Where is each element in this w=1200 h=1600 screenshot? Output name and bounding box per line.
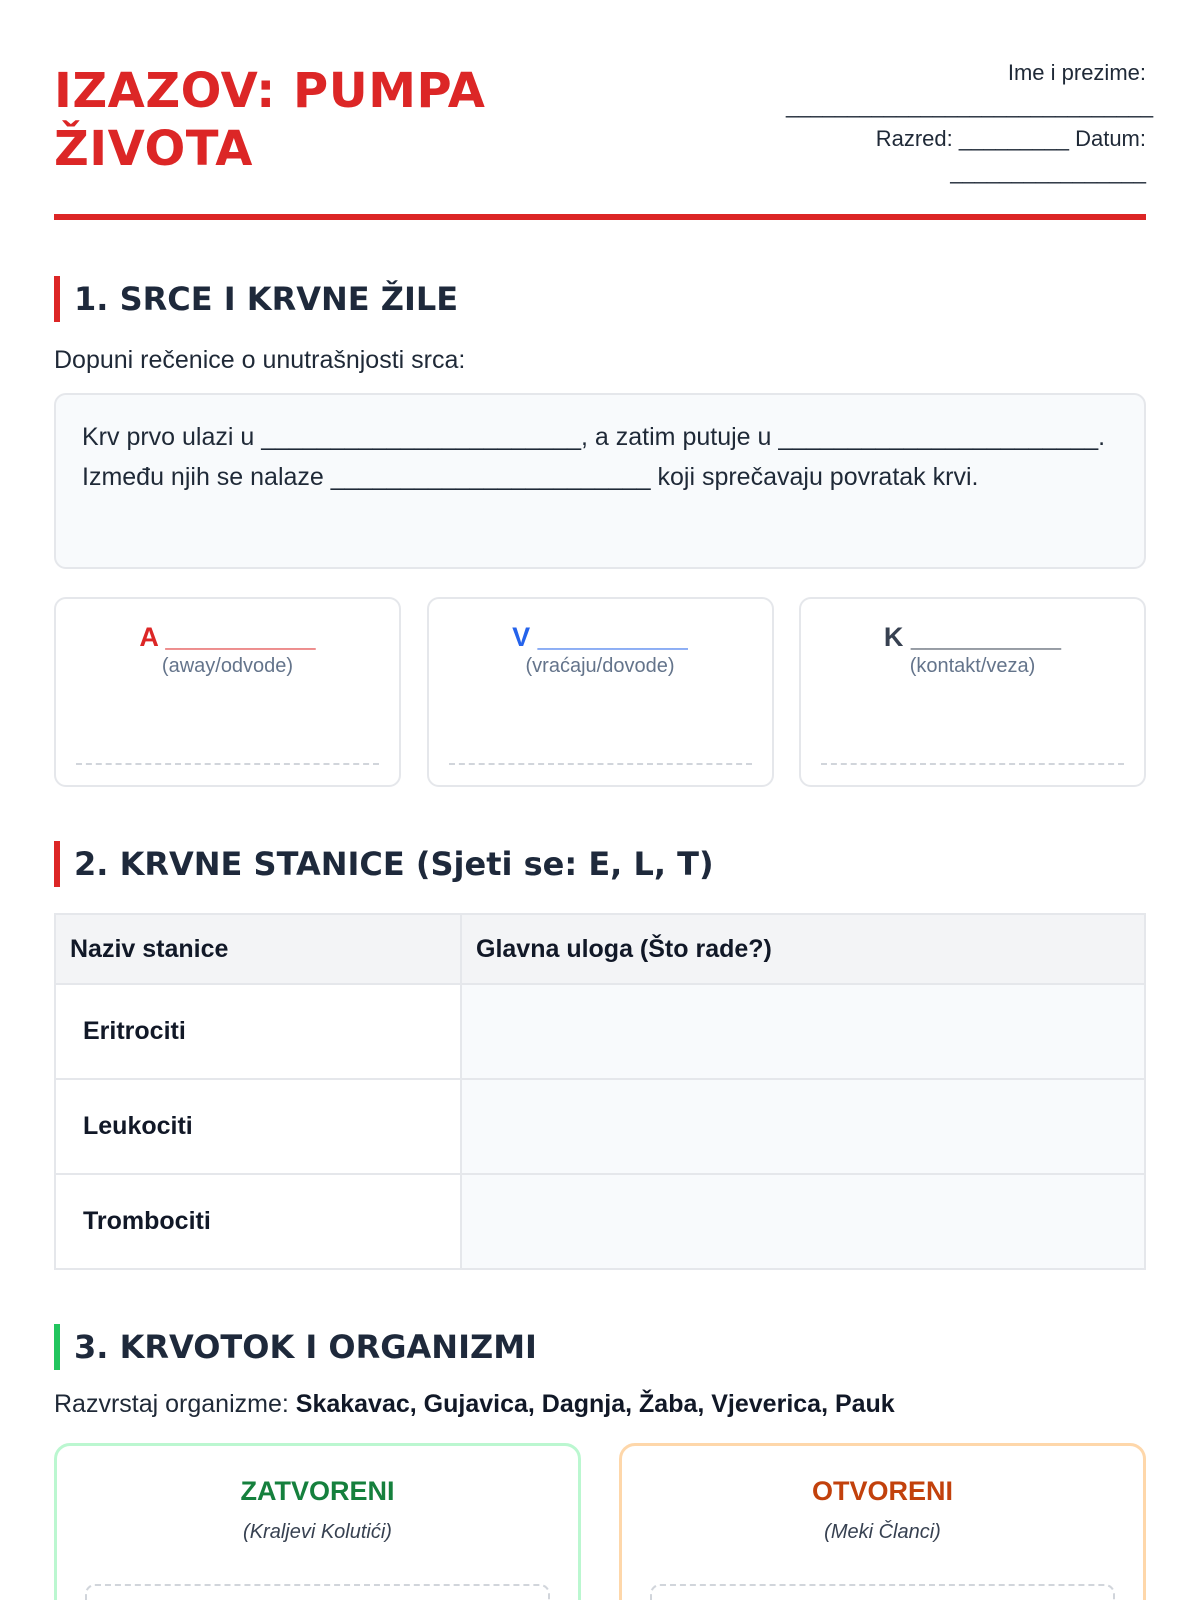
card-arteries-head: A __________	[139, 622, 316, 652]
circulation-groups	[54, 1443, 1146, 1600]
name-blank[interactable]: ______________________________	[786, 93, 1154, 118]
group-closed-hint: (Kraljevi Kolutići)	[243, 1521, 392, 1543]
card-veins-hint: (vraćaju/dovode)	[525, 655, 675, 677]
card-veins[interactable]	[427, 597, 774, 787]
cell-name: Trombociti	[55, 1174, 461, 1269]
class-date-line[interactable]: Razred: _________ Datum:	[875, 126, 1146, 151]
drop-area[interactable]	[85, 1584, 550, 1600]
answer-line[interactable]	[821, 763, 1124, 765]
name-label: Ime i prezime:	[1007, 60, 1146, 85]
section-accent-bar	[54, 1324, 60, 1370]
classify-instruction	[54, 1390, 1146, 1419]
role-answer-cell[interactable]	[461, 984, 1145, 1079]
fill-in-sentence-box[interactable]: Krv prvo ulazi u _______________________, a zatim putuje u _______________________. Između njih se nalaze _______________________ koji sprečavaju povratak krvi.	[54, 393, 1146, 569]
section-1-instruction: Dopuni rečenice o unutrašnjosti srca:	[54, 346, 466, 374]
section-3-heading	[54, 1324, 1146, 1370]
header-divider	[54, 214, 1146, 220]
section-3-title: 3. KRVOTOK I ORGANIZMI	[74, 1328, 537, 1366]
answer-line[interactable]	[76, 763, 379, 765]
column-header-role: Glavna uloga (Što rade?)	[461, 914, 1145, 984]
table-row	[55, 1079, 1145, 1174]
date-blank[interactable]: ________________	[950, 159, 1146, 184]
group-open[interactable]	[619, 1443, 1146, 1600]
card-veins-head: V __________	[512, 622, 688, 652]
worksheet-header	[54, 54, 1154, 214]
title-line-2: ŽIVOTA	[54, 121, 253, 177]
group-closed[interactable]	[54, 1443, 581, 1600]
role-answer-cell[interactable]	[461, 1174, 1145, 1269]
card-capillaries-hint: (kontakt/veza)	[909, 655, 1036, 677]
table-row	[55, 1174, 1145, 1269]
group-open-hint: (Meki Članci)	[824, 1521, 941, 1543]
table-row	[55, 984, 1145, 1079]
section-1-heading	[54, 276, 1146, 322]
group-open-title: OTVORENI	[811, 1476, 953, 1506]
section-1-title: 1. SRCE I KRVNE ŽILE	[74, 280, 459, 318]
table-header-row	[55, 914, 1145, 984]
section-2-title: 2. KRVNE STANICE (Sjeti se: E, L, T)	[74, 845, 714, 883]
group-closed-title: ZATVORENI	[240, 1476, 395, 1506]
vessel-cards	[54, 597, 1146, 787]
student-info	[786, 56, 1154, 188]
section-accent-bar	[54, 276, 60, 322]
section-accent-bar	[54, 841, 60, 887]
blood-cells-table	[54, 913, 1146, 1270]
column-header-cell-name: Naziv stanice	[55, 914, 461, 984]
organism-list: Skakavac, Gujavica, Dagnja, Žaba, Vjeverica, Pauk	[295, 1390, 895, 1418]
card-arteries-hint: (away/odvode)	[161, 655, 294, 677]
card-arteries[interactable]	[54, 597, 401, 787]
card-capillaries[interactable]	[799, 597, 1146, 787]
section-2-heading	[54, 841, 1146, 887]
answer-line[interactable]	[449, 763, 752, 765]
cell-name: Leukociti	[55, 1079, 461, 1174]
cell-name: Eritrociti	[55, 984, 461, 1079]
role-answer-cell[interactable]	[461, 1079, 1145, 1174]
drop-area[interactable]	[650, 1584, 1115, 1600]
page-title	[54, 62, 574, 178]
title-line-1: IZAZOV: PUMPA	[54, 63, 486, 119]
card-capillaries-head: K __________	[883, 622, 1062, 652]
classify-label: Razvrstaj organizme:	[54, 1390, 289, 1418]
